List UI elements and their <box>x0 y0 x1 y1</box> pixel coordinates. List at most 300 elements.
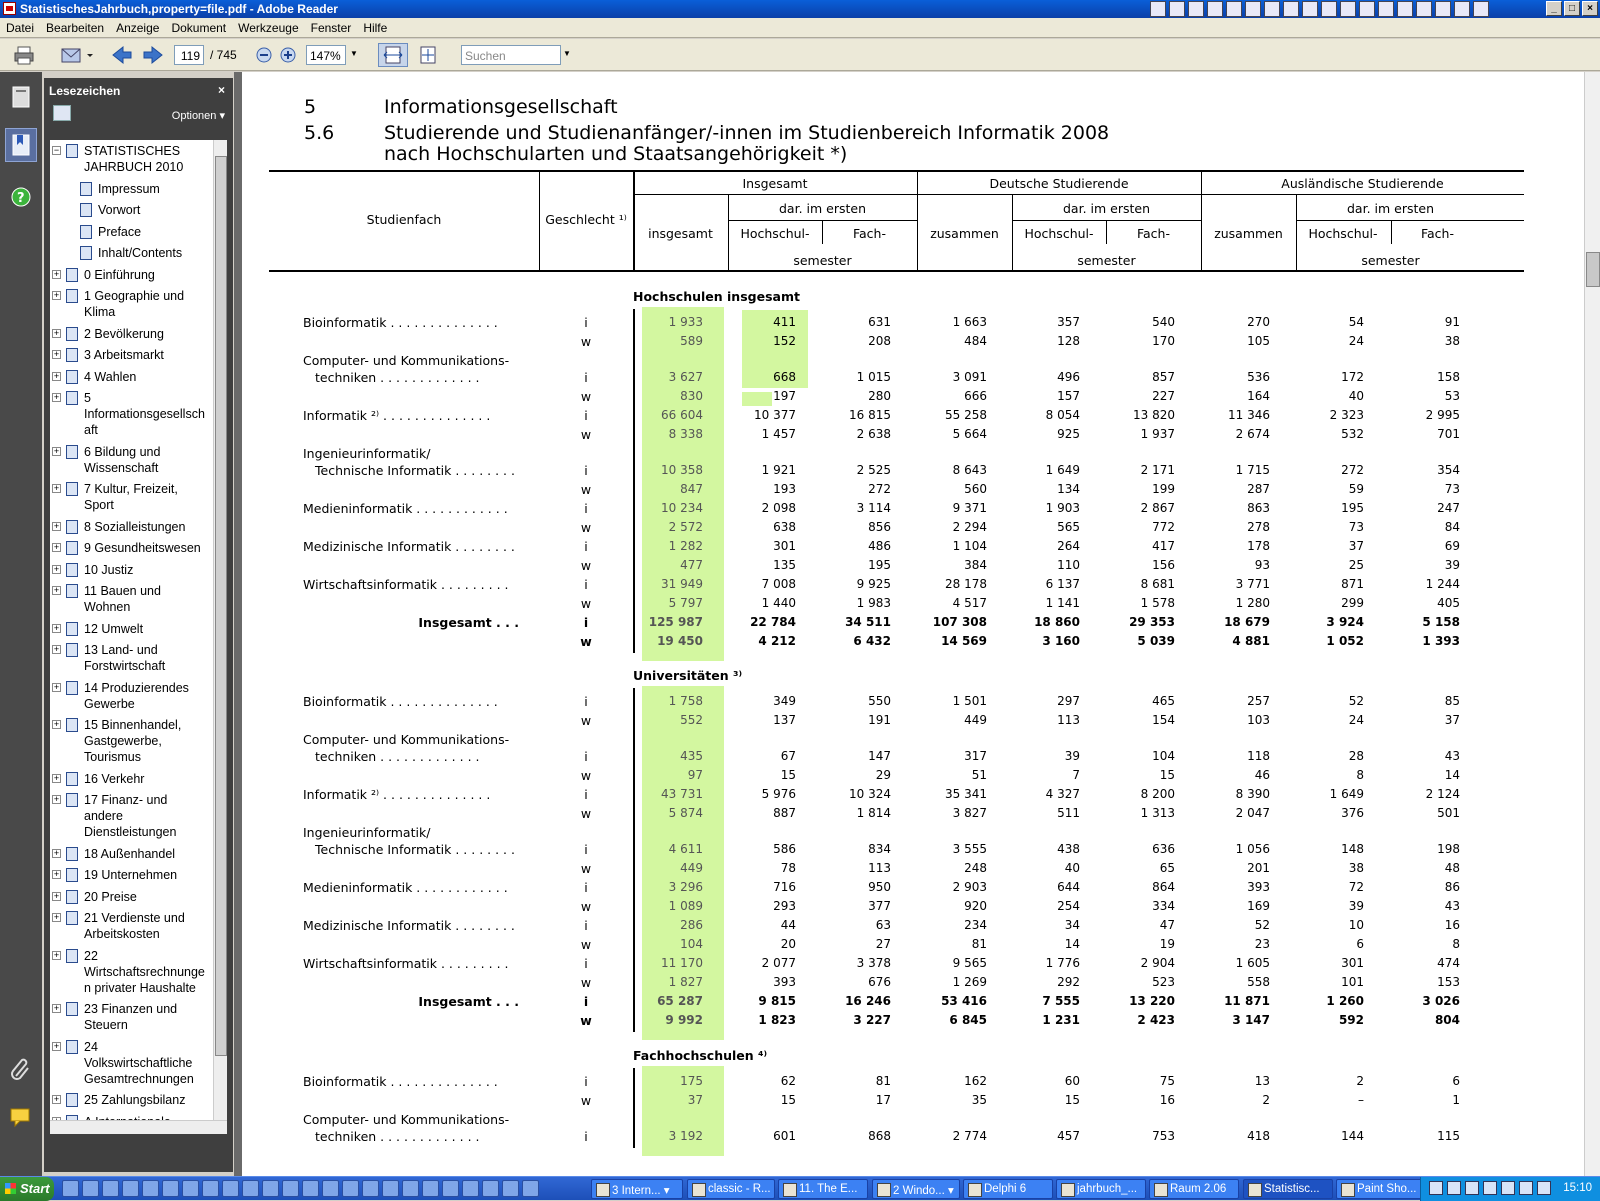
gender-code: i <box>584 501 588 516</box>
quicklaunch-icon[interactable] <box>502 1180 519 1197</box>
quicklaunch-icon[interactable] <box>422 1180 439 1197</box>
taskbar-button[interactable]: 2 Windo... ▾ <box>872 1179 960 1199</box>
menu-anzeige[interactable]: Anzeige <box>116 20 160 35</box>
tray-icon[interactable] <box>1519 1181 1533 1195</box>
table-cell: 39 <box>1348 899 1364 913</box>
table-cell: 565 <box>1057 520 1080 534</box>
app-icon[interactable] <box>1340 1 1356 17</box>
table-cell: 78 <box>780 861 796 875</box>
collapse-icon[interactable]: − <box>53 145 60 155</box>
table-cell: 1 457 <box>761 427 796 441</box>
table-cell: 9 815 <box>758 994 796 1008</box>
bookmark-item[interactable] <box>50 792 213 840</box>
table-cell: 2 904 <box>1140 956 1175 970</box>
expand-icon[interactable]: + <box>53 772 60 783</box>
table-cell: 152 <box>773 334 796 348</box>
gender-code: w <box>580 596 592 611</box>
tray-icon[interactable] <box>1483 1181 1497 1195</box>
taskbar-button[interactable]: Raum 2.06 <box>1149 1179 1239 1199</box>
table-cell: 550 <box>868 694 891 708</box>
table-cell: 753 <box>1152 1129 1175 1143</box>
table-cell: 24 <box>1348 713 1364 727</box>
table-cell: 147 <box>868 749 891 763</box>
table-cell: 19 450 <box>657 634 703 648</box>
comments-tab[interactable] <box>5 1100 37 1134</box>
bookmark-label: STATISTISCHES JAHRBUCH 2010 <box>84 144 184 174</box>
table-cell: 511 <box>1057 806 1080 820</box>
bookmark-item[interactable] <box>50 369 213 385</box>
table-cell: 169 <box>1247 899 1270 913</box>
table-cell: 1 440 <box>761 596 796 610</box>
bookmark-label: 3 Arbeitsmarkt <box>84 348 164 362</box>
gender-code: w <box>580 937 592 952</box>
bookmark-scrollbar[interactable] <box>213 140 227 1120</box>
table-cell: 34 511 <box>845 615 891 629</box>
quicklaunch-icon[interactable] <box>262 1180 279 1197</box>
expand-icon[interactable]: + <box>53 794 60 804</box>
bookmark-item[interactable] <box>50 717 213 765</box>
table-number: 5.6 <box>304 122 335 144</box>
table-cell: 19 <box>1159 937 1175 951</box>
table-cell: 134 <box>1057 482 1080 496</box>
table-cell: 5 664 <box>952 427 987 441</box>
bookmark-item[interactable] <box>50 181 213 197</box>
table-cell: 3 227 <box>853 1013 891 1027</box>
header-rule <box>728 220 917 221</box>
bookmark-label: 7 Kultur, Freizeit, Sport <box>84 482 178 512</box>
table-cell: 863 <box>1247 501 1270 515</box>
header-fach: Fach- <box>1420 226 1454 241</box>
table-cell: 1 501 <box>952 694 987 708</box>
panel-splitter[interactable] <box>234 72 242 1176</box>
table-cell: 16 815 <box>849 408 891 422</box>
bookmark-item[interactable] <box>50 202 213 218</box>
expand-icon[interactable]: + <box>53 912 60 922</box>
section-title: Fachhochschulen ⁴⁾ <box>633 1048 768 1063</box>
table-cell: 199 <box>1152 482 1175 496</box>
table-cell: 195 <box>1341 501 1364 515</box>
bookmark-label: 1 Geographie und Klima <box>84 289 185 319</box>
maximize-button[interactable]: □ <box>1564 1 1580 16</box>
bookmark-item[interactable] <box>50 910 213 942</box>
table-cell: 9 565 <box>952 956 987 970</box>
window-title: StatistischesJahrbuch,property=file.pdf - Adobe Reader <box>20 2 338 16</box>
bookmark-item[interactable] <box>50 1092 213 1108</box>
table-cell: 1 937 <box>1140 427 1175 441</box>
table-cell: 4 327 <box>1045 787 1080 801</box>
quicklaunch-icon[interactable] <box>342 1180 359 1197</box>
table-cell: 2 047 <box>1235 806 1270 820</box>
app-icon[interactable] <box>1150 1 1166 17</box>
zoom-out-button[interactable] <box>252 43 276 67</box>
fit-width-button[interactable] <box>378 43 408 67</box>
header-fach: Fach- <box>852 226 886 241</box>
table-cell: 871 <box>1341 577 1364 591</box>
app-icon[interactable] <box>1207 1 1223 17</box>
quicklaunch-icon[interactable] <box>302 1180 319 1197</box>
table-cell: 2 867 <box>1140 501 1175 515</box>
quicklaunch-icon[interactable] <box>62 1180 79 1197</box>
navigation-tabs <box>0 72 42 1176</box>
table-cell: 15 <box>780 1093 796 1107</box>
app-icon[interactable] <box>1397 1 1413 17</box>
bookmark-item[interactable] <box>50 540 213 556</box>
bookmark-label: 0 Einführung <box>84 267 155 282</box>
options-menu[interactable]: Optionen ▾ <box>171 110 225 122</box>
table-cell: 3 026 <box>1422 994 1460 1008</box>
table-cell: 53 <box>1444 389 1460 403</box>
table-cell: 118 <box>1247 749 1270 763</box>
table-cell: 264 <box>1057 539 1080 553</box>
print-button[interactable] <box>12 43 36 67</box>
table-cell: 920 <box>964 899 987 913</box>
bookmark-item[interactable] <box>50 867 213 883</box>
arrow-right-icon <box>142 45 164 65</box>
minimize-button[interactable]: _ <box>1546 1 1562 16</box>
document-scrollbar[interactable] <box>1584 72 1600 1176</box>
header-hochschul: Hochschul- <box>1024 226 1094 241</box>
app-icon[interactable] <box>1188 1 1204 17</box>
bookmark-icon <box>80 225 92 239</box>
table-cell: 16 246 <box>845 994 891 1008</box>
bookmark-item[interactable] <box>50 846 213 862</box>
pages-tab[interactable] <box>5 80 37 114</box>
bookmark-item[interactable] <box>50 562 213 578</box>
table-cell: 701 <box>1437 427 1460 441</box>
expand-icon[interactable]: + <box>53 1094 60 1104</box>
table-cell: 293 <box>773 899 796 913</box>
table-cell: 144 <box>1341 1129 1364 1143</box>
table-cell: 2 294 <box>952 520 987 534</box>
header-semester: semester <box>793 253 852 268</box>
expand-icon[interactable]: + <box>53 268 60 279</box>
table-cell: 484 <box>964 334 987 348</box>
gender-code: i <box>583 615 589 630</box>
bookmarks-panel <box>44 78 233 1172</box>
table-cell: 35 341 <box>945 787 987 801</box>
bookmark-hscrollbar[interactable] <box>50 1120 227 1134</box>
zoom-level-input[interactable]: 147% <box>306 45 346 65</box>
expand-icon[interactable]: + <box>53 890 60 901</box>
table-cell: 75 <box>1159 1074 1175 1088</box>
email-button[interactable] <box>58 43 94 67</box>
app-icon[interactable] <box>1416 1 1432 17</box>
bookmark-icon <box>80 246 92 260</box>
table-cell: 257 <box>1247 694 1270 708</box>
bookmark-item[interactable] <box>50 519 213 535</box>
taskbar-button[interactable]: Statistisc... <box>1243 1179 1333 1199</box>
quicklaunch-icon[interactable] <box>182 1180 199 1197</box>
table-cell: 377 <box>868 899 891 913</box>
bookmarks-tab[interactable] <box>5 128 37 162</box>
expand-icon[interactable]: + <box>53 869 60 879</box>
taskbar-button[interactable]: 11. The E... <box>778 1179 868 1199</box>
taskbar-button[interactable]: Delphi 6 <box>963 1179 1053 1199</box>
table-cell: 54 <box>1348 315 1364 329</box>
app-icon[interactable] <box>1302 1 1318 17</box>
app-icon[interactable] <box>1245 1 1261 17</box>
tray-icon[interactable] <box>1465 1181 1479 1195</box>
app-icon[interactable] <box>1226 1 1242 17</box>
expand-icon[interactable]: + <box>53 349 60 359</box>
scroll-thumb[interactable] <box>215 156 227 1056</box>
table-cell: 636 <box>1152 842 1175 856</box>
table-cell: 65 287 <box>657 994 703 1008</box>
menu-dokument[interactable]: Dokument <box>171 20 227 35</box>
table-cell: 37 <box>687 1093 703 1107</box>
bookmark-item[interactable] <box>50 143 213 175</box>
bookmark-item[interactable] <box>50 642 213 674</box>
gender-code: i <box>584 539 588 554</box>
fit-page-button[interactable] <box>416 43 440 67</box>
app-icon[interactable] <box>1378 1 1394 17</box>
section-rule <box>633 1068 635 1148</box>
table-cell: 84 <box>1444 520 1460 534</box>
bookmark-label: 6 Bildung und Wissenschaft <box>84 444 161 475</box>
gender-code: w <box>580 768 592 783</box>
section-rule <box>633 688 635 1032</box>
row-label: Computer- und Kommunikations- <box>303 353 510 368</box>
table-cell: 135 <box>773 558 796 572</box>
gender-code: i <box>584 577 588 592</box>
quicklaunch-icon[interactable] <box>462 1180 479 1197</box>
table-cell: 10 324 <box>849 787 891 801</box>
bookmark-item[interactable] <box>50 444 213 476</box>
expand-icon[interactable]: + <box>53 445 60 456</box>
quicklaunch-icon[interactable] <box>322 1180 339 1197</box>
gender-code: i <box>584 1074 588 1089</box>
app-icon[interactable] <box>1454 1 1470 17</box>
table-cell: 115 <box>1437 1129 1460 1143</box>
table-cell: 97 <box>687 768 703 782</box>
bookmark-item[interactable] <box>50 347 213 363</box>
close-panel-button[interactable]: × <box>217 83 225 97</box>
bookmark-item[interactable] <box>50 224 213 240</box>
app-icon[interactable] <box>1435 1 1451 17</box>
app-icon[interactable] <box>1283 1 1299 17</box>
table-cell: 11 871 <box>1224 994 1270 1008</box>
header-dar-im-ersten: dar. im ersten <box>778 201 866 216</box>
table-cell: 170 <box>1152 334 1175 348</box>
table-cell: 11 346 <box>1228 408 1270 422</box>
quicklaunch-icon[interactable] <box>382 1180 399 1197</box>
table-cell: 81 <box>875 1074 891 1088</box>
expand-icon[interactable]: + <box>53 622 60 633</box>
table-cell: 40 <box>1064 861 1080 875</box>
expand-icon[interactable]: + <box>53 847 60 858</box>
gender-code: w <box>580 1013 592 1028</box>
expand-icon[interactable]: + <box>53 520 60 531</box>
zoom-dropdown-icon[interactable]: ▼ <box>350 49 358 58</box>
start-button[interactable]: Start <box>0 1177 54 1201</box>
quicklaunch-icon[interactable] <box>82 1180 99 1197</box>
menu-bearbeiten[interactable]: Bearbeiten <box>46 20 105 35</box>
gender-code: w <box>580 520 592 535</box>
bookmark-item[interactable] <box>50 680 213 712</box>
taskbar-button[interactable]: classic - R... <box>687 1179 775 1199</box>
bookmark-item[interactable] <box>50 245 213 261</box>
bookmark-item[interactable] <box>50 771 213 787</box>
table-cell: 5 797 <box>668 596 703 610</box>
table-cell: 496 <box>1057 370 1080 384</box>
attachments-tab[interactable] <box>5 1052 37 1086</box>
menu-werkzeuge[interactable]: Werkzeuge <box>238 20 299 35</box>
bookmark-icon <box>66 144 78 158</box>
next-page-button[interactable] <box>141 43 165 67</box>
previous-page-button[interactable] <box>110 43 134 67</box>
quicklaunch-icon[interactable] <box>162 1180 179 1197</box>
table-cell: 10 377 <box>754 408 796 422</box>
taskbar-button[interactable]: 3 Intern... ▾ <box>591 1179 683 1199</box>
expand-icon[interactable]: + <box>53 1040 60 1051</box>
expand-icon[interactable]: + <box>53 327 60 338</box>
zoom-in-button[interactable] <box>276 43 300 67</box>
table-header-rule <box>269 270 1524 272</box>
bookmark-label: 11 Bauen und Wohnen <box>84 584 161 614</box>
expand-icon[interactable]: + <box>53 949 60 960</box>
quicklaunch-icon[interactable] <box>222 1180 239 1197</box>
table-cell: 280 <box>868 389 891 403</box>
bookmark-icon <box>66 289 78 303</box>
quicklaunch-icon[interactable] <box>442 1180 459 1197</box>
bookmark-item[interactable] <box>50 288 213 320</box>
app-icon[interactable] <box>1359 1 1375 17</box>
bookmark-options-icon[interactable] <box>53 105 71 121</box>
document-view <box>242 72 1584 1176</box>
tray-icon[interactable] <box>1537 1181 1551 1195</box>
table-cell: 5 976 <box>761 787 796 801</box>
table-cell: 8 <box>1356 768 1364 782</box>
bookmark-item[interactable] <box>50 326 213 342</box>
page-number-input[interactable]: 119 <box>174 45 204 65</box>
quicklaunch-icon[interactable] <box>202 1180 219 1197</box>
table-cell: 631 <box>868 315 891 329</box>
table-cell: 158 <box>1437 370 1460 384</box>
expand-icon[interactable]: + <box>53 563 60 574</box>
quicklaunch-icon[interactable] <box>122 1180 139 1197</box>
menu-fenster[interactable]: Fenster <box>310 20 352 35</box>
table-cell: 14 569 <box>941 634 987 648</box>
table-cell: 856 <box>868 520 891 534</box>
table-cell: 85 <box>1444 694 1460 708</box>
expand-icon[interactable]: + <box>53 585 60 595</box>
bookmark-item[interactable] <box>50 583 213 615</box>
table-cell: 195 <box>868 558 891 572</box>
bookmark-label: 9 Gesundheitswesen <box>84 541 201 555</box>
quicklaunch-icon[interactable] <box>142 1180 159 1197</box>
table-cell: 3 147 <box>1232 1013 1270 1027</box>
table-cell: 2 674 <box>1235 427 1270 441</box>
expand-icon[interactable]: + <box>53 370 60 381</box>
quicklaunch-icon[interactable] <box>402 1180 419 1197</box>
tray-icon[interactable] <box>1447 1181 1461 1195</box>
header-insgesamt: insgesamt <box>648 226 713 241</box>
table-cell: 411 <box>773 315 796 329</box>
row-label: Technische Informatik . . . . . . . . <box>315 463 515 478</box>
app-icon[interactable] <box>1473 1 1489 17</box>
quicklaunch-icon[interactable] <box>362 1180 379 1197</box>
table-cell: 1 <box>1452 1093 1460 1107</box>
bookmark-item[interactable] <box>50 1039 213 1087</box>
table-cell: 52 <box>1254 918 1270 932</box>
table-cell: 592 <box>1338 1013 1364 1027</box>
expand-icon[interactable]: + <box>53 392 60 402</box>
bookmark-label: Inhalt/Contents <box>98 246 183 260</box>
app-icon[interactable] <box>1264 1 1280 17</box>
quicklaunch-icon[interactable] <box>482 1180 499 1197</box>
tray-icon[interactable] <box>1501 1181 1515 1195</box>
paperclip-icon <box>5 1052 37 1086</box>
quicklaunch-icon[interactable] <box>282 1180 299 1197</box>
gender-code: w <box>580 806 592 821</box>
table-cell: 101 <box>1341 975 1364 989</box>
taskbar-button[interactable]: jahrbuch_... <box>1056 1179 1146 1199</box>
table-cell: 5 874 <box>668 806 703 820</box>
table-cell: 1 260 <box>1326 994 1364 1008</box>
expand-icon[interactable]: + <box>53 542 60 552</box>
expand-icon[interactable]: + <box>53 290 60 300</box>
bookmark-item[interactable] <box>50 481 213 513</box>
search-input[interactable]: Suchen <box>461 45 561 65</box>
table-cell: 558 <box>1247 975 1270 989</box>
bookmark-icon <box>66 520 78 534</box>
quicklaunch-icon[interactable] <box>522 1180 539 1197</box>
close-button[interactable]: × <box>1582 1 1598 16</box>
bookmark-item[interactable] <box>50 889 213 905</box>
app-icon[interactable] <box>1169 1 1185 17</box>
taskbar-button[interactable]: Paint Sho... <box>1336 1179 1428 1199</box>
row-label: Informatik ²⁾ . . . . . . . . . . . . . . <box>303 787 491 802</box>
table-cell: 1 056 <box>1235 842 1270 856</box>
bookmark-item[interactable] <box>50 1001 213 1033</box>
quicklaunch-icon[interactable] <box>102 1180 119 1197</box>
bookmark-item[interactable] <box>50 267 213 283</box>
bookmark-item[interactable] <box>50 390 213 438</box>
bookmark-label: 10 Justiz <box>84 562 134 577</box>
row-label: Bioinformatik . . . . . . . . . . . . . . <box>303 315 498 330</box>
gender-code: w <box>580 634 592 649</box>
header-hochschul: Hochschul- <box>1308 226 1378 241</box>
search-dropdown-icon[interactable]: ▼ <box>563 49 571 58</box>
table-cell: 53 416 <box>941 994 987 1008</box>
scroll-thumb[interactable] <box>1586 252 1600 287</box>
table-cell: 55 258 <box>945 408 987 422</box>
quicklaunch-icon[interactable] <box>242 1180 259 1197</box>
bookmark-item[interactable] <box>50 948 213 996</box>
table-cell: 63 <box>875 918 891 932</box>
menu-hilfe[interactable]: Hilfe <box>363 20 388 35</box>
table-cell: 15 <box>780 768 796 782</box>
table-cell: 1 663 <box>952 315 987 329</box>
expand-icon[interactable]: + <box>53 644 60 654</box>
table-cell: 154 <box>1152 713 1175 727</box>
bookmark-item[interactable] <box>50 621 213 637</box>
bookmark-icon <box>66 847 78 861</box>
table-cell: 393 <box>1247 880 1270 894</box>
table-cell: 2 572 <box>668 520 703 534</box>
expand-icon[interactable]: + <box>53 1003 60 1013</box>
app-icon[interactable] <box>1321 1 1337 17</box>
expand-icon[interactable]: + <box>53 719 60 729</box>
table-cell: 1 921 <box>761 463 796 477</box>
expand-icon[interactable]: + <box>53 681 60 692</box>
help-tab[interactable] <box>5 180 37 214</box>
table-cell: 2 <box>1356 1074 1364 1088</box>
menu-datei[interactable]: Datei <box>6 20 35 35</box>
expand-icon[interactable]: + <box>53 483 60 493</box>
table-cell: 1 649 <box>1045 463 1080 477</box>
tray-icon[interactable] <box>1429 1181 1443 1195</box>
